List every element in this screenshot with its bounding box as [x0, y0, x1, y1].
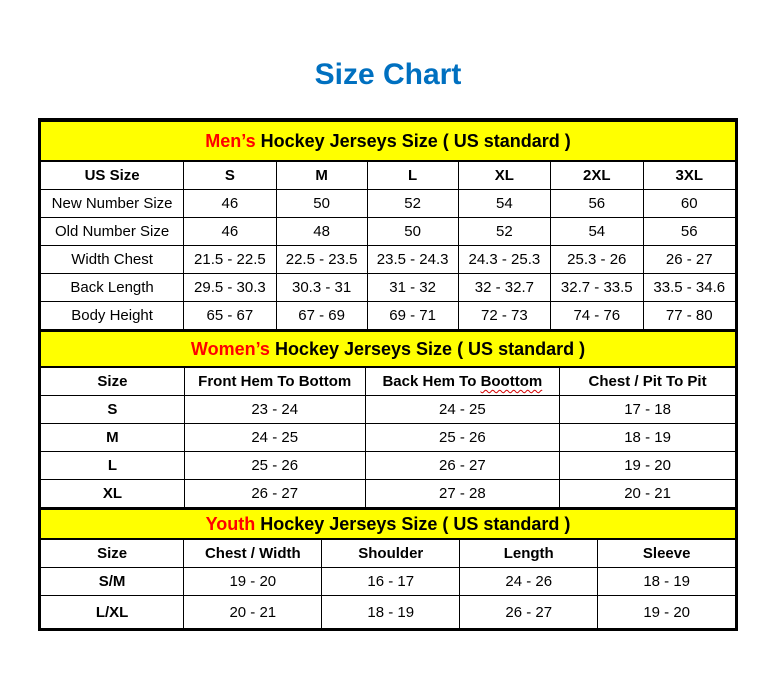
youth-cell: 20 - 21: [184, 596, 322, 629]
mens-cell: 56: [643, 218, 736, 246]
youth-cell: 18 - 19: [322, 596, 460, 629]
mens-cell: 31 - 32: [367, 274, 458, 302]
size-chart: [38, 118, 738, 631]
youth-cell: 24 - 26: [460, 568, 598, 596]
mens-row: [41, 302, 736, 330]
mens-cell: 54: [458, 190, 550, 218]
mens-cell: 69 - 71: [367, 302, 458, 330]
mens-cell: 32 - 32.7: [458, 274, 550, 302]
mens-cell: 32.7 - 33.5: [551, 274, 643, 302]
mens-cell: 29.5 - 30.3: [184, 274, 276, 302]
womens-row-label: XL: [41, 480, 185, 508]
womens-column-header: [365, 367, 560, 396]
youth-cell: 16 - 17: [322, 568, 460, 596]
mens-cell: 22.5 - 23.5: [276, 246, 367, 274]
mens-cell: 25.3 - 26: [551, 246, 643, 274]
band-text: Hockey Jerseys Size ( US standard ): [269, 338, 586, 359]
column-header-text: Back Hem To: [382, 373, 481, 390]
mens-cell: 72 - 73: [458, 302, 550, 330]
band-text: Hockey Jerseys Size ( US standard ): [255, 513, 571, 534]
mens-row-label: New Number Size: [41, 190, 184, 218]
womens-cell: 24 - 25: [365, 396, 560, 424]
womens-row: [41, 424, 736, 452]
womens-cell: 25 - 26: [365, 424, 560, 452]
mens-cell: 46: [184, 218, 276, 246]
band-text: Hockey Jerseys Size ( US standard ): [255, 130, 571, 151]
womens-row: [41, 396, 736, 424]
womens-cell: 26 - 27: [184, 480, 365, 508]
mens-cell: 52: [367, 190, 458, 218]
womens-cell: 26 - 27: [365, 452, 560, 480]
womens-cell: 27 - 28: [365, 480, 560, 508]
mens-band-row: [41, 121, 736, 161]
mens-cell: 65 - 67: [184, 302, 276, 330]
mens-cell: 77 - 80: [643, 302, 736, 330]
mens-row-label: Width Chest: [41, 246, 184, 274]
youth-column-header: Chest / Width: [184, 539, 322, 568]
youth-column-header: Shoulder: [322, 539, 460, 568]
womens-size-table: [40, 330, 736, 508]
womens-band: [41, 331, 736, 367]
youth-column-header: Size: [41, 539, 184, 568]
mens-cell: 74 - 76: [551, 302, 643, 330]
mens-header-row: [41, 161, 736, 190]
youth-cell: 18 - 19: [598, 568, 736, 596]
mens-cell: 67 - 69: [276, 302, 367, 330]
mens-band: [41, 121, 736, 161]
mens-row-label: Body Height: [41, 302, 184, 330]
mens-cell: 46: [184, 190, 276, 218]
womens-cell: 17 - 18: [560, 396, 736, 424]
womens-column-header: Chest / Pit To Pit: [560, 367, 736, 396]
womens-cell: 18 - 19: [560, 424, 736, 452]
womens-cell: 19 - 20: [560, 452, 736, 480]
band-highlight: Men’s: [205, 130, 256, 151]
mens-size-table: [40, 120, 736, 330]
band-highlight: Women’s: [190, 338, 270, 359]
mens-cell: 21.5 - 22.5: [184, 246, 276, 274]
mens-column-header: S: [184, 161, 276, 190]
youth-row-label: S/M: [41, 568, 184, 596]
mens-row: [41, 274, 736, 302]
mens-cell: 54: [551, 218, 643, 246]
youth-row: [41, 568, 736, 596]
mens-column-header: L: [367, 161, 458, 190]
youth-header-row: [41, 539, 736, 568]
womens-column-header: Size: [41, 367, 185, 396]
youth-cell: 19 - 20: [184, 568, 322, 596]
youth-size-table: [40, 508, 736, 629]
womens-cell: 24 - 25: [184, 424, 365, 452]
mens-cell: 56: [551, 190, 643, 218]
womens-row: [41, 480, 736, 508]
youth-row-label: L/XL: [41, 596, 184, 629]
youth-band: [41, 509, 736, 539]
band-highlight: Youth: [205, 513, 256, 534]
womens-column-header: Front Hem To Bottom: [184, 367, 365, 396]
mens-cell: 23.5 - 24.3: [367, 246, 458, 274]
womens-row-label: S: [41, 396, 185, 424]
womens-row-label: L: [41, 452, 185, 480]
womens-cell: 20 - 21: [560, 480, 736, 508]
mens-row-label: Old Number Size: [41, 218, 184, 246]
youth-column-header: Length: [460, 539, 598, 568]
mens-column-header: XL: [458, 161, 550, 190]
womens-row: [41, 452, 736, 480]
womens-cell: 23 - 24: [184, 396, 365, 424]
youth-column-header: Sleeve: [598, 539, 736, 568]
mens-row: [41, 190, 736, 218]
womens-cell: 25 - 26: [184, 452, 365, 480]
youth-cell: 19 - 20: [598, 596, 736, 629]
mens-cell: 33.5 - 34.6: [643, 274, 736, 302]
mens-cell: 52: [458, 218, 550, 246]
womens-row-label: M: [41, 424, 185, 452]
youth-cell: 26 - 27: [460, 596, 598, 629]
mens-cell: 50: [276, 190, 367, 218]
mens-column-header: 3XL: [643, 161, 736, 190]
mens-cell: 26 - 27: [643, 246, 736, 274]
youth-band-row: [41, 509, 736, 539]
mens-cell: 60: [643, 190, 736, 218]
page-title: Size Chart: [314, 58, 462, 91]
womens-header-row: [41, 367, 736, 396]
mens-column-header: 2XL: [551, 161, 643, 190]
womens-band-row: [41, 331, 736, 367]
mens-row: [41, 246, 736, 274]
mens-cell: 24.3 - 25.3: [458, 246, 550, 274]
mens-column-header: M: [276, 161, 367, 190]
mens-row-label: Back Length: [41, 274, 184, 302]
mens-column-header: US Size: [41, 161, 184, 190]
mens-cell: 48: [276, 218, 367, 246]
youth-row: [41, 596, 736, 629]
mens-row: [41, 218, 736, 246]
mens-cell: 30.3 - 31: [276, 274, 367, 302]
mens-cell: 50: [367, 218, 458, 246]
misspelled-word: Boottom: [480, 373, 543, 390]
